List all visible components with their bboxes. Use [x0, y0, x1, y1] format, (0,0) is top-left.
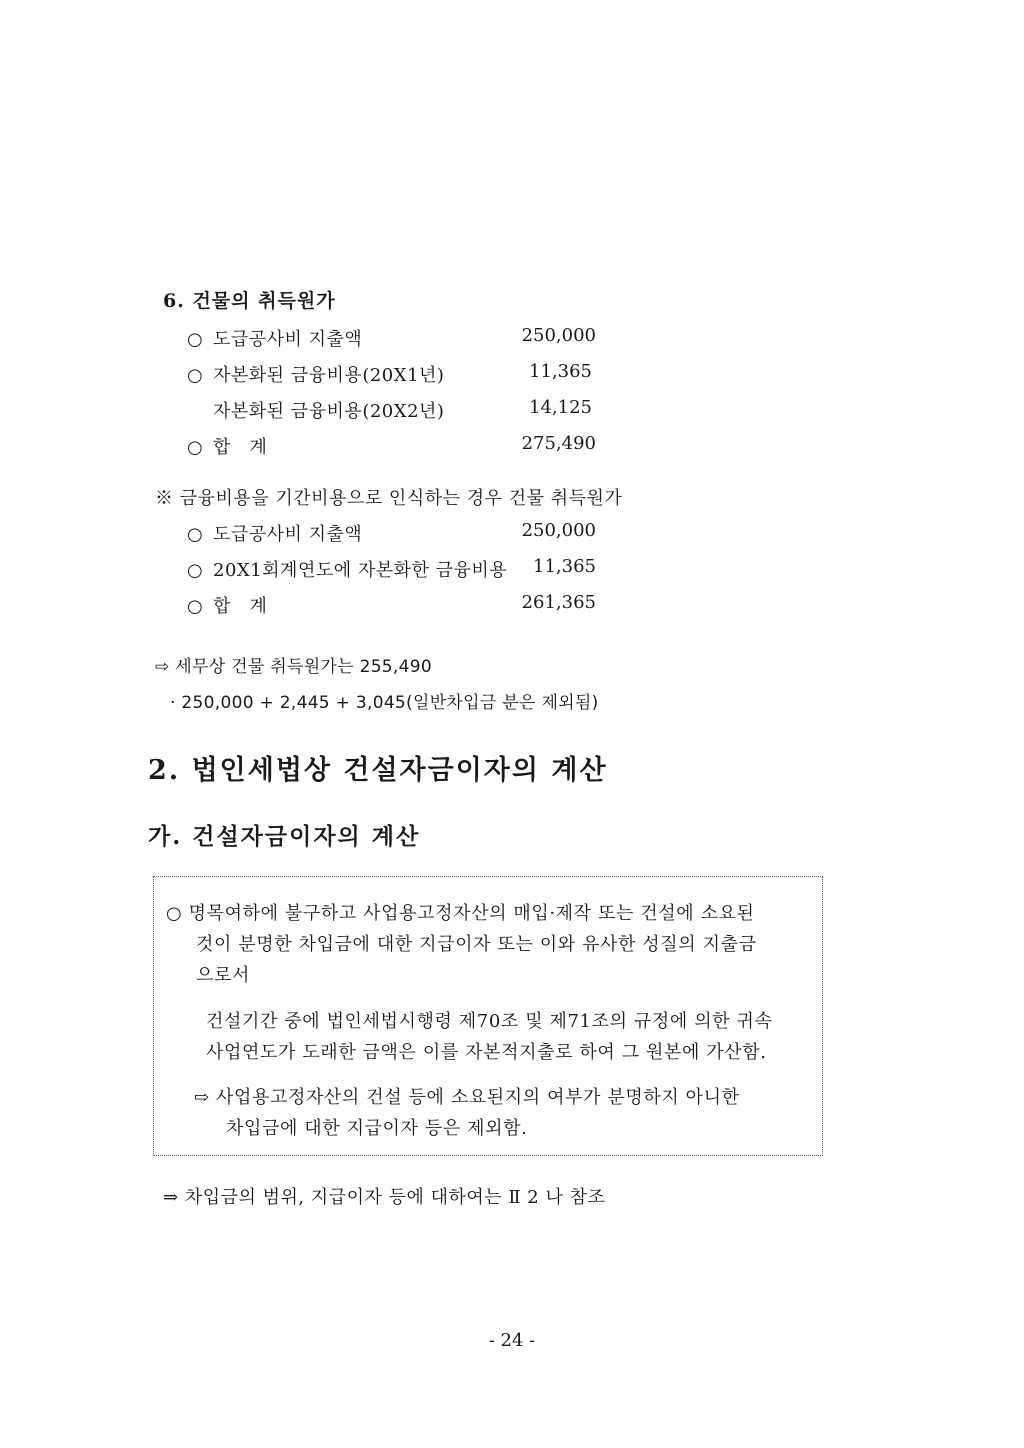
box-paragraph-2-line-1: 건설기간 중에 법인세법시행령 제70조 및 제71조의 규정에 의한 귀속: [206, 1011, 773, 1032]
box-paragraph-1-line-2: 것이 분명한 차입금에 대한 지급이자 또는 이와 유사한 성질의 지출금: [196, 934, 757, 955]
cost-row-3: [187, 397, 444, 423]
box-paragraph-1-line-1: ○ 명목여하에 불구하고 사업용고정자산의 매입·제작 또는 건설에 소요된: [166, 903, 755, 924]
row-value: 11,365: [529, 361, 592, 382]
circle-bullet-icon: ○: [187, 596, 204, 617]
row-label: 합 계: [213, 437, 268, 458]
page-number: - 24 -: [488, 1330, 536, 1351]
tax-cost-formula: · 250,000 + 2,445 + 3,045(일반차입금 분은 제외됨): [170, 693, 599, 713]
note-row-total: [187, 592, 267, 618]
row-value: 275,490: [521, 433, 596, 454]
subsection-ga-heading: 가. 건설자금이자의 계산: [148, 823, 421, 850]
note-title: ※ 금융비용을 기간비용으로 인식하는 경우 건물 취득원가: [155, 488, 623, 509]
cost-row-total: [187, 433, 267, 459]
row-label: 합 계: [213, 596, 268, 617]
section-6-title: 6. 건물의 취득원가: [163, 290, 336, 312]
row-value: 11,365: [533, 556, 596, 577]
box-paragraph-3-line-2: 차입금에 대한 지급이자 등은 제외함.: [226, 1118, 528, 1139]
circle-bullet-icon: ○: [187, 524, 204, 545]
circle-bullet-icon: ○: [187, 437, 204, 458]
circle-bullet-icon: ○: [187, 365, 204, 386]
box-paragraph-1-line-3: 으로서: [196, 965, 250, 986]
definition-box: [153, 876, 823, 1156]
note-row-1: [187, 520, 362, 546]
cost-row-2: [187, 361, 444, 387]
row-label: 도급공사비 지출액: [213, 329, 363, 350]
note-row-2: [187, 556, 507, 582]
row-label: 20X1회계연도에 자본화한 금융비용: [213, 560, 508, 581]
row-label: 자본화된 금융비용(20X1년): [213, 365, 445, 386]
reference-line: ⇒ 차입금의 범위, 지급이자 등에 대하여는 Ⅱ 2 나 참조: [163, 1187, 606, 1208]
row-value: 250,000: [521, 325, 596, 346]
row-value: 14,125: [529, 397, 592, 418]
tax-cost-line: ⇨ 세무상 건물 취득원가는 255,490: [155, 657, 432, 677]
row-label: 자본화된 금융비용(20X2년): [213, 401, 445, 422]
row-value: 250,000: [521, 520, 596, 541]
cost-row-1: [187, 325, 362, 351]
circle-bullet-icon: ○: [187, 560, 204, 581]
box-paragraph-3-line-1: ⇨ 사업용고정자산의 건설 등에 소요된지의 여부가 분명하지 아니한: [194, 1087, 740, 1108]
circle-bullet-icon: ○: [187, 329, 204, 350]
row-value: 261,365: [521, 592, 596, 613]
section-2-heading: 2. 법인세법상 건설자금이자의 계산: [148, 755, 608, 786]
row-label: 도급공사비 지출액: [213, 524, 363, 545]
box-paragraph-2-line-2: 사업연도가 도래한 금액은 이를 자본적지출로 하여 그 원본에 가산함.: [206, 1042, 767, 1063]
